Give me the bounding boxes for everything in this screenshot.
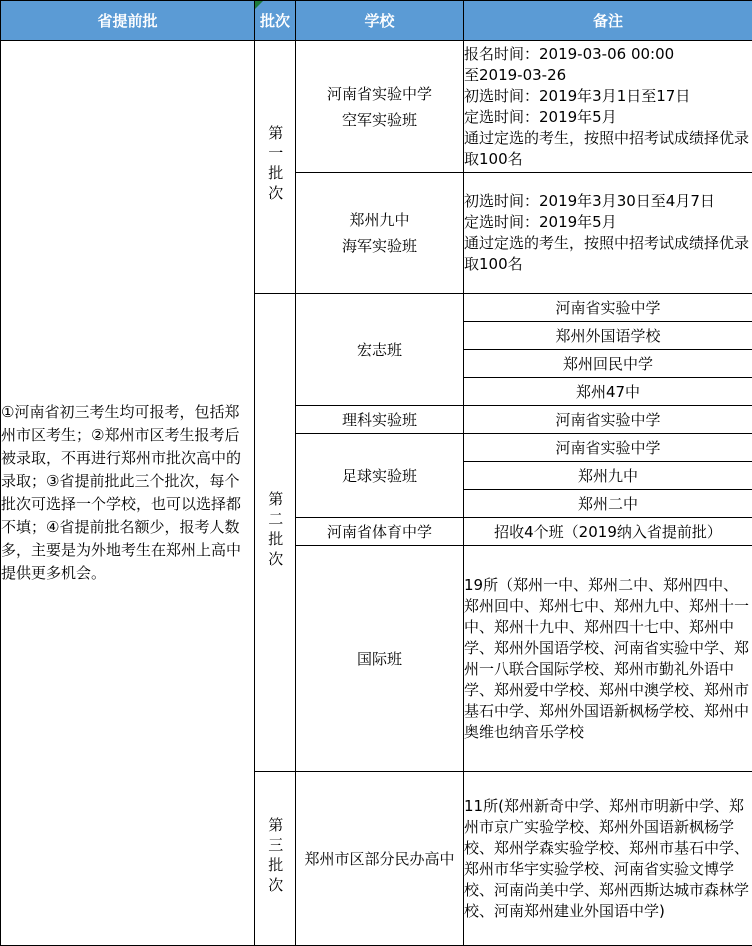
- batch3-label-cell: [255, 772, 296, 946]
- school-cell-science-class: 理科实验班: [296, 406, 464, 434]
- school-cell-hongzhi-class: 宏志班: [296, 294, 464, 406]
- note-cell-international: 19所（郑州一中、郑州二中、郑州四中、郑州回中、郑州七中、郑州九中、郑州十一中、郑州十九中、郑州四十七中、郑州中学、郑州外国语学校、河南省实验中学、郑州一八联合国际学校、郑州市勤礼外语中学、郑州爱中学校、郑州中澳学校、郑州市基石中学、郑州外国语新枫杨学校、郑州中奥维也纳音乐学校: [464, 546, 752, 772]
- header-batch-label: 批次: [259, 12, 290, 30]
- header-batch: [255, 1, 296, 41]
- note-cell-hongzhi-1: 河南省实验中学: [464, 294, 752, 322]
- batch2-label-cell: [255, 294, 296, 772]
- header-remarks: 备注: [464, 1, 752, 41]
- note-cell-private-high-schools: 11所(郑州新奇中学、郑州市明新中学、郑州市京广实验学校、郑州外国语新枫杨学校、郑州学森实验学校、郑州市基石中学、郑州市华宇实验学校、河南省实验文博学校、河南尚美中学、郑州西斯达城市森林学校、河南郑州建业外国语中学): [464, 772, 752, 946]
- note-cell-airforce-class: 报名时间：2019-03-06 00:00 至2019-03-26 初选时间：2019年3月1日至17日 定选时间：2019年5月 通过定选的考生，按照中招考试成绩择优录取100名: [464, 41, 752, 173]
- province-note-cell: ①河南省初三考生均可报考，包括郑州市区考生；②郑州市区考生报考后被录取，不再进行郑州市批次高中的录取；③省提前批此三个批次，每个批次可选择一个学校，也可以选择都不填；④省提前批名额少，报考人数多，主要是为外地考生在郑州上高中提供更多机会。: [1, 41, 255, 946]
- note-cell-football-1: 河南省实验中学: [464, 434, 752, 462]
- batch1-label-cell: [255, 41, 296, 294]
- note-cell-hongzhi-2: 郑州外国语学校: [464, 322, 752, 350]
- batch1-label: 第一批次: [266, 125, 285, 205]
- school-cell-sports-school: 河南省体育中学: [296, 518, 464, 546]
- school-cell-international-class: 国际班: [296, 546, 464, 772]
- school-cell-airforce-class: 河南省实验中学 空军实验班: [296, 41, 464, 173]
- note-cell-navy-class: 初选时间：2019年3月30日至4月7日 定选时间：2019年5月 通过定选的考生，按照中招考试成绩择优录取100名: [464, 173, 752, 294]
- note-cell-hongzhi-4: 郑州47中: [464, 378, 752, 406]
- note-cell-football-2: 郑州九中: [464, 462, 752, 490]
- batch2-label: 第二批次: [266, 490, 285, 571]
- note-cell-football-3: 郑州二中: [464, 490, 752, 518]
- note-cell-hongzhi-3: 郑州回民中学: [464, 350, 752, 378]
- school-cell-navy-class: 郑州九中 海军实验班: [296, 173, 464, 294]
- note-cell-sports-1: 招收4个班（2019纳入省提前批）: [464, 518, 752, 546]
- note-cell-science-1: 河南省实验中学: [464, 406, 752, 434]
- header-province-early-batch: 省提前批: [1, 1, 255, 41]
- school-cell-private-high-schools: 郑州市区部分民办高中: [296, 772, 464, 946]
- school-cell-football-class: 足球实验班: [296, 434, 464, 518]
- header-school: 学校: [296, 1, 464, 41]
- comment-triangle-icon: [255, 1, 263, 9]
- batch3-label: 第三批次: [266, 816, 285, 897]
